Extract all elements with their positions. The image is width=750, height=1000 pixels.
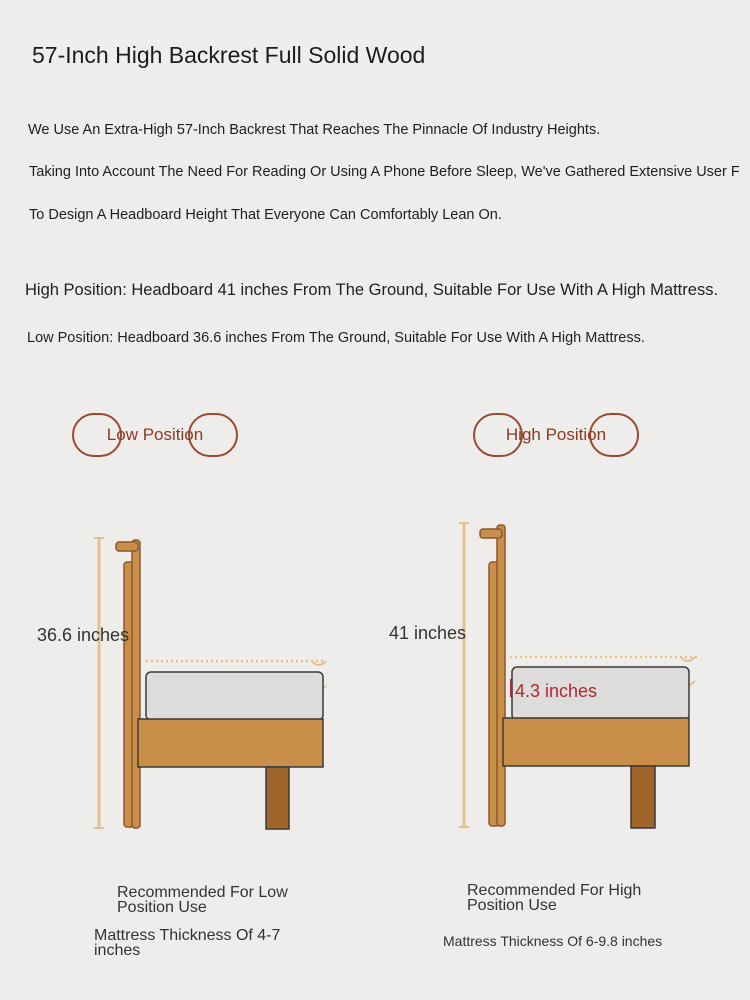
gap-label: 4.3 inches [515,681,598,701]
low-position-tab-label: Low Position [106,425,204,444]
low-position-bed-diagram [80,530,340,840]
bed-frame-rail [503,718,689,766]
high-height-label: 41 inches [389,623,467,643]
headboard-cap [480,529,502,538]
low-position-description: Low Position: Headboard 36.6 inches From The Ground, Suitable For Use With A High Mattress. [27,330,645,346]
high-position-tab[interactable] [473,413,639,457]
intro-paragraph-3: To Design A Headboard Height That Everyone Can Comfortably Lean On. [29,207,502,223]
bed-leg [266,767,289,829]
mattress [146,672,323,720]
high-thickness-caption: Mattress Thickness Of 6-9.8 inches [443,933,663,949]
low-recommend-caption: Recommended For Low Position Use [117,884,288,916]
high-recommend-caption: Recommended For High Position Use [467,882,642,914]
high-position-description: High Position: Headboard 41 inches From The Ground, Suitable For Use With A High Mattress. [25,281,719,299]
intro-paragraph-2: Taking Into Account The Need For Reading Or Using A Phone Before Sleep, We've Gathered Extensive User F [29,164,740,180]
headboard-cap [116,542,138,551]
intro-paragraph-1: We Use An Extra-High 57-Inch Backrest That Reaches The Pinnacle Of Industry Heights. [28,122,601,138]
headboard-post [497,525,505,826]
high-position-tab-label: High Position [505,425,607,444]
low-height-label: 36.6 inches [37,625,130,645]
headboard-post [132,540,140,828]
bed-frame-rail [138,719,323,767]
bed-leg [631,766,655,828]
page-title: 57-Inch High Backrest Full Solid Wood [22,38,435,73]
low-thickness-caption: Mattress Thickness Of 4-7 inches [94,927,281,959]
high-position-bed-diagram [445,515,715,835]
low-position-tab[interactable] [72,413,238,457]
